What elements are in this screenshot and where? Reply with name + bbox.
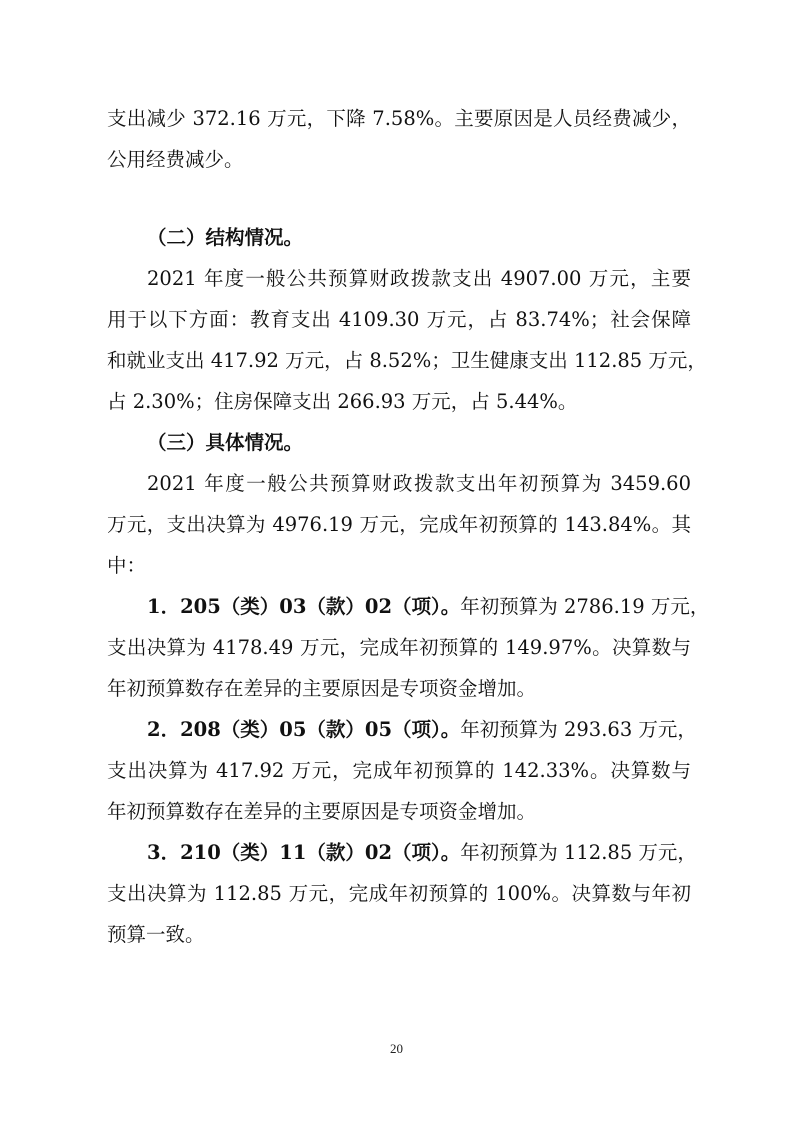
intro-line-1: 支出减少 372.16 万元，下降 7.58%。主要原因是人员经费减少， [107, 107, 691, 130]
item-1-first-text: 年初预算为 2786.19 万元， [460, 595, 710, 618]
intro-line-2: 公用经费减少。 [107, 148, 244, 171]
item-2-line-3: 年初预算数存在差异的主要原因是专项资金增加。 [107, 800, 537, 823]
item-3-line-3: 预算一致。 [107, 923, 205, 946]
item-2-line-2: 支出决算为 417.92 万元，完成年初预算的 142.33%。决算数与 [107, 759, 691, 782]
section-2-line-3: 和就业支出 417.92 万元，占 8.52%；卫生健康支出 112.85 万元， [107, 349, 707, 372]
document-body [107, 98, 710, 955]
section-3-heading: （三）具体情况。 [147, 431, 304, 454]
section-3-line-2: 万元，支出决算为 4976.19 万元，完成年初预算的 143.84%。其 [107, 513, 691, 536]
page-number: 20 [390, 1041, 403, 1056]
item-1-line-1 [107, 586, 710, 627]
item-2-label: 2．208（类）05（款）05（项）。 [147, 718, 461, 741]
section-3-line-1: 2021 年度一般公共预算财政拨款支出年初预算为 3459.60 [147, 472, 691, 495]
section-2-heading: （二）结构情况。 [147, 226, 304, 249]
item-1-line-3: 年初预算数存在差异的主要原因是专项资金增加。 [107, 677, 537, 700]
section-2-line-4: 占 2.30%；住房保障支出 266.93 万元，占 5.44%。 [107, 390, 578, 413]
item-2-line-1 [107, 709, 697, 750]
item-1-line-2: 支出决算为 4178.49 万元，完成年初预算的 149.97%。决算数与 [107, 636, 691, 659]
item-3-line-1 [107, 832, 697, 873]
section-2-line-1: 2021 年度一般公共预算财政拨款支出 4907.00 万元，主要 [147, 267, 691, 290]
item-3-label: 3．210（类）11（款）02（项）。 [147, 841, 461, 864]
item-3-line-2: 支出决算为 112.85 万元，完成年初预算的 100%。决算数与年初 [107, 882, 691, 905]
item-2-first-text: 年初预算为 293.63 万元， [460, 718, 697, 741]
item-3-first-text: 年初预算为 112.85 万元， [460, 841, 697, 864]
paragraph-gap [107, 180, 691, 217]
section-2-line-2: 用于以下方面：教育支出 4109.30 万元，占 83.74%；社会保障 [107, 308, 691, 331]
section-3-line-3: 中： [107, 554, 147, 577]
item-1-label: 1．205（类）03（款）02（项）。 [147, 595, 461, 618]
